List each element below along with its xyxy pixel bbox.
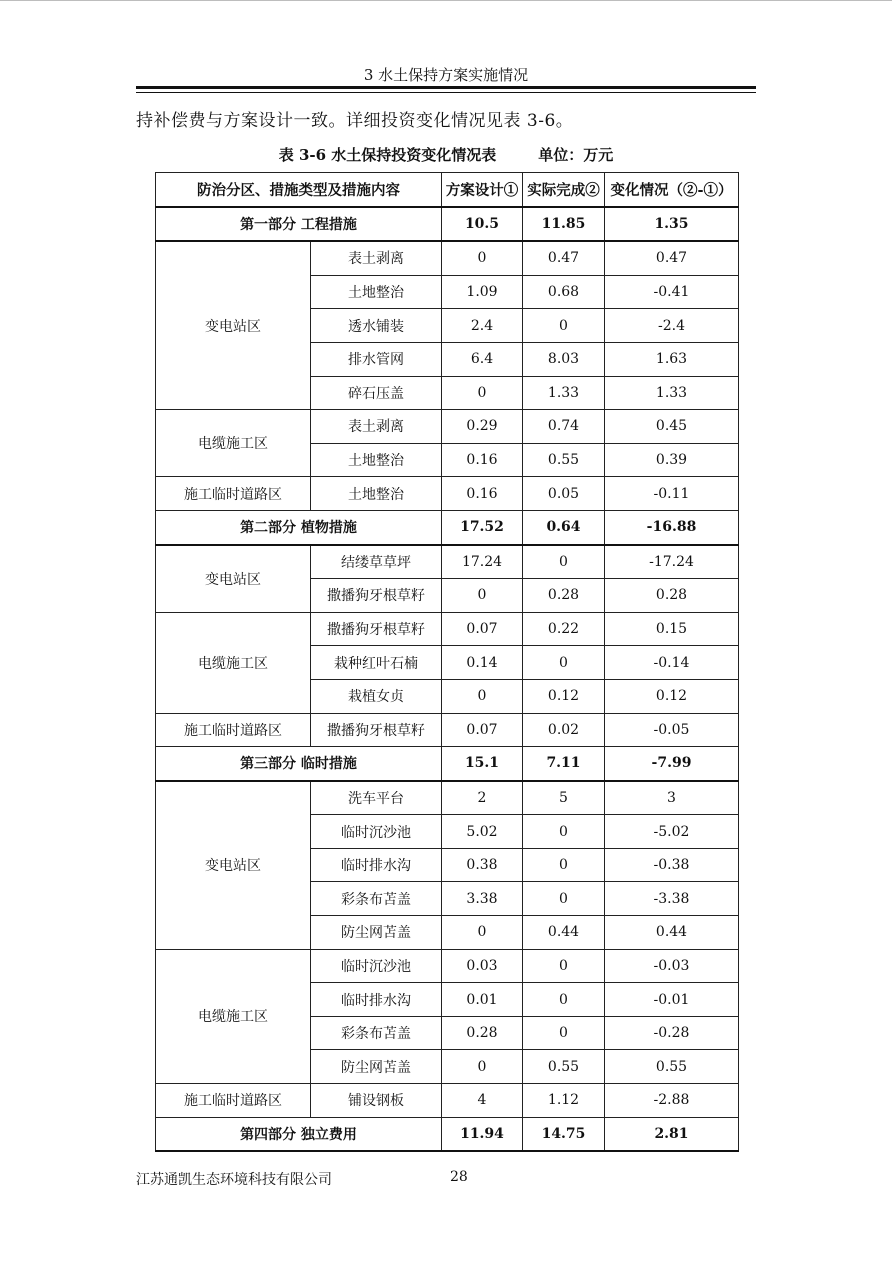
- change-value-cell: -0.14: [605, 646, 739, 680]
- change-value-cell: -3.38: [605, 882, 739, 916]
- change-value-cell: 1.35: [605, 207, 739, 242]
- measure-cell: 碎石压盖: [311, 376, 442, 410]
- change-value-cell: 0.28: [605, 579, 739, 613]
- zone-cell: 变电站区: [156, 545, 311, 613]
- design-value-cell: 0.29: [442, 410, 523, 444]
- design-value-cell: 5.02: [442, 815, 523, 849]
- design-value-cell: 0.07: [442, 612, 523, 646]
- design-value-cell: 0: [442, 916, 523, 950]
- design-value-cell: 3.38: [442, 882, 523, 916]
- change-value-cell: -2.4: [605, 309, 739, 343]
- table-part-row: [156, 747, 739, 781]
- change-value-cell: 0.55: [605, 1050, 739, 1084]
- design-value-cell: 2.4: [442, 309, 523, 343]
- change-value-cell: -0.38: [605, 848, 739, 882]
- measure-cell: 撒播狗牙根草籽: [311, 612, 442, 646]
- design-value-cell: 11.94: [442, 1117, 523, 1151]
- design-value-cell: 6.4: [442, 342, 523, 376]
- actual-value-cell: 0: [523, 309, 605, 343]
- design-value-cell: 17.24: [442, 545, 523, 579]
- measure-cell: 彩条布苫盖: [311, 882, 442, 916]
- change-value-cell: -0.01: [605, 983, 739, 1017]
- design-value-cell: 0.01: [442, 983, 523, 1017]
- measure-cell: 撒播狗牙根草籽: [311, 713, 442, 747]
- part-label: 第四部分 独立费用: [156, 1117, 442, 1151]
- measure-cell: 土地整治: [311, 443, 442, 477]
- actual-value-cell: 0.64: [523, 510, 605, 544]
- table-body: [156, 207, 739, 1152]
- design-value-cell: 15.1: [442, 747, 523, 781]
- actual-value-cell: 1.33: [523, 376, 605, 410]
- change-value-cell: 2.81: [605, 1117, 739, 1151]
- actual-value-cell: 0: [523, 882, 605, 916]
- zone-cell: 变电站区: [156, 781, 311, 949]
- design-value-cell: 0: [442, 241, 523, 275]
- zone-cell: 电缆施工区: [156, 949, 311, 1083]
- change-value-cell: -5.02: [605, 815, 739, 849]
- actual-value-cell: 0: [523, 1016, 605, 1050]
- measure-cell: 表土剥离: [311, 241, 442, 275]
- design-value-cell: 0.16: [442, 477, 523, 511]
- intro-paragraph: 持补偿费与方案设计一致。详细投资变化情况见表 3-6。: [136, 111, 574, 131]
- running-header: 3 水土保持方案实施情况: [363, 66, 529, 84]
- change-value-cell: 1.33: [605, 376, 739, 410]
- change-value-cell: -0.03: [605, 949, 739, 983]
- header-rule-thick: [136, 86, 756, 89]
- change-value-cell: 0.39: [605, 443, 739, 477]
- design-value-cell: 0.03: [442, 949, 523, 983]
- change-value-cell: 0.47: [605, 241, 739, 275]
- table-part-row: [156, 510, 739, 544]
- table-part-row: [156, 207, 739, 242]
- measure-cell: 铺设钢板: [311, 1084, 442, 1118]
- measure-cell: 防尘网苫盖: [311, 916, 442, 950]
- table-row: [156, 713, 739, 747]
- table-header-row: [156, 173, 739, 207]
- design-value-cell: 0.16: [442, 443, 523, 477]
- table-row: [156, 410, 739, 444]
- table-row: [156, 477, 739, 511]
- measure-cell: 临时排水沟: [311, 848, 442, 882]
- measure-cell: 彩条布苫盖: [311, 1016, 442, 1050]
- change-value-cell: -7.99: [605, 747, 739, 781]
- change-value-cell: 0.45: [605, 410, 739, 444]
- column-header-change: 变化情况（②-①）: [605, 173, 739, 207]
- design-value-cell: 10.5: [442, 207, 523, 242]
- change-value-cell: 1.63: [605, 342, 739, 376]
- header-rule-thin: [136, 92, 756, 93]
- design-value-cell: 0: [442, 579, 523, 613]
- measure-cell: 防尘网苫盖: [311, 1050, 442, 1084]
- change-value-cell: 0.12: [605, 679, 739, 713]
- actual-value-cell: 0: [523, 983, 605, 1017]
- actual-value-cell: 7.11: [523, 747, 605, 781]
- actual-value-cell: 1.12: [523, 1084, 605, 1118]
- change-value-cell: 0.15: [605, 612, 739, 646]
- change-value-cell: -2.88: [605, 1084, 739, 1118]
- table-row: [156, 1084, 739, 1118]
- table-title: 表 3-6 水土保持投资变化情况表: [278, 146, 497, 164]
- footer-page-number: 28: [450, 1169, 468, 1185]
- column-header-design: 方案设计①: [442, 173, 523, 207]
- design-value-cell: 17.52: [442, 510, 523, 544]
- actual-value-cell: 0.44: [523, 916, 605, 950]
- measure-cell: 透水铺装: [311, 309, 442, 343]
- measure-cell: 土地整治: [311, 275, 442, 309]
- change-value-cell: -16.88: [605, 510, 739, 544]
- measure-cell: 栽植女贞: [311, 679, 442, 713]
- part-label: 第三部分 临时措施: [156, 747, 442, 781]
- table-row: [156, 545, 739, 579]
- design-value-cell: 0: [442, 679, 523, 713]
- table-unit: 单位：万元: [538, 146, 614, 164]
- change-value-cell: -0.28: [605, 1016, 739, 1050]
- measure-cell: 临时排水沟: [311, 983, 442, 1017]
- actual-value-cell: 0.55: [523, 1050, 605, 1084]
- investment-table: [155, 172, 739, 1152]
- design-value-cell: 0: [442, 1050, 523, 1084]
- design-value-cell: 1.09: [442, 275, 523, 309]
- column-header-actual: 实际完成②: [523, 173, 605, 207]
- change-value-cell: 3: [605, 781, 739, 815]
- actual-value-cell: 0.47: [523, 241, 605, 275]
- part-label: 第二部分 植物措施: [156, 510, 442, 544]
- zone-cell: 电缆施工区: [156, 410, 311, 477]
- actual-value-cell: 0.12: [523, 679, 605, 713]
- measure-cell: 撒播狗牙根草籽: [311, 579, 442, 613]
- zone-cell: 施工临时道路区: [156, 713, 311, 747]
- page-top-border: [0, 0, 892, 1]
- actual-value-cell: 0.55: [523, 443, 605, 477]
- change-value-cell: -0.05: [605, 713, 739, 747]
- design-value-cell: 4: [442, 1084, 523, 1118]
- actual-value-cell: 5: [523, 781, 605, 815]
- actual-value-cell: 0.74: [523, 410, 605, 444]
- table-row: [156, 241, 739, 275]
- measure-cell: 土地整治: [311, 477, 442, 511]
- measure-cell: 结缕草草坪: [311, 545, 442, 579]
- actual-value-cell: 14.75: [523, 1117, 605, 1151]
- actual-value-cell: 0: [523, 949, 605, 983]
- measure-cell: 洗车平台: [311, 781, 442, 815]
- actual-value-cell: 0: [523, 815, 605, 849]
- table-part-row: [156, 1117, 739, 1151]
- design-value-cell: 2: [442, 781, 523, 815]
- zone-cell: 施工临时道路区: [156, 1084, 311, 1118]
- actual-value-cell: 0.22: [523, 612, 605, 646]
- measure-cell: 表土剥离: [311, 410, 442, 444]
- change-value-cell: 0.44: [605, 916, 739, 950]
- measure-cell: 临时沉沙池: [311, 815, 442, 849]
- actual-value-cell: 0.68: [523, 275, 605, 309]
- actual-value-cell: 11.85: [523, 207, 605, 242]
- change-value-cell: -0.11: [605, 477, 739, 511]
- measure-cell: 排水管网: [311, 342, 442, 376]
- change-value-cell: -17.24: [605, 545, 739, 579]
- actual-value-cell: 0.02: [523, 713, 605, 747]
- column-header-category: 防治分区、措施类型及措施内容: [156, 173, 442, 207]
- table-row: [156, 612, 739, 646]
- design-value-cell: 0.14: [442, 646, 523, 680]
- table-row: [156, 781, 739, 815]
- design-value-cell: 0.28: [442, 1016, 523, 1050]
- actual-value-cell: 0: [523, 646, 605, 680]
- actual-value-cell: 8.03: [523, 342, 605, 376]
- measure-cell: 临时沉沙池: [311, 949, 442, 983]
- actual-value-cell: 0.28: [523, 579, 605, 613]
- part-label: 第一部分 工程措施: [156, 207, 442, 242]
- design-value-cell: 0: [442, 376, 523, 410]
- zone-cell: 变电站区: [156, 241, 311, 409]
- actual-value-cell: 0: [523, 545, 605, 579]
- design-value-cell: 0.38: [442, 848, 523, 882]
- measure-cell: 栽种红叶石楠: [311, 646, 442, 680]
- design-value-cell: 0.07: [442, 713, 523, 747]
- table-caption: [155, 144, 737, 165]
- table-row: [156, 949, 739, 983]
- zone-cell: 施工临时道路区: [156, 477, 311, 511]
- actual-value-cell: 0: [523, 848, 605, 882]
- zone-cell: 电缆施工区: [156, 612, 311, 713]
- change-value-cell: -0.41: [605, 275, 739, 309]
- actual-value-cell: 0.05: [523, 477, 605, 511]
- footer-company: 江苏通凯生态环境科技有限公司: [136, 1172, 332, 1188]
